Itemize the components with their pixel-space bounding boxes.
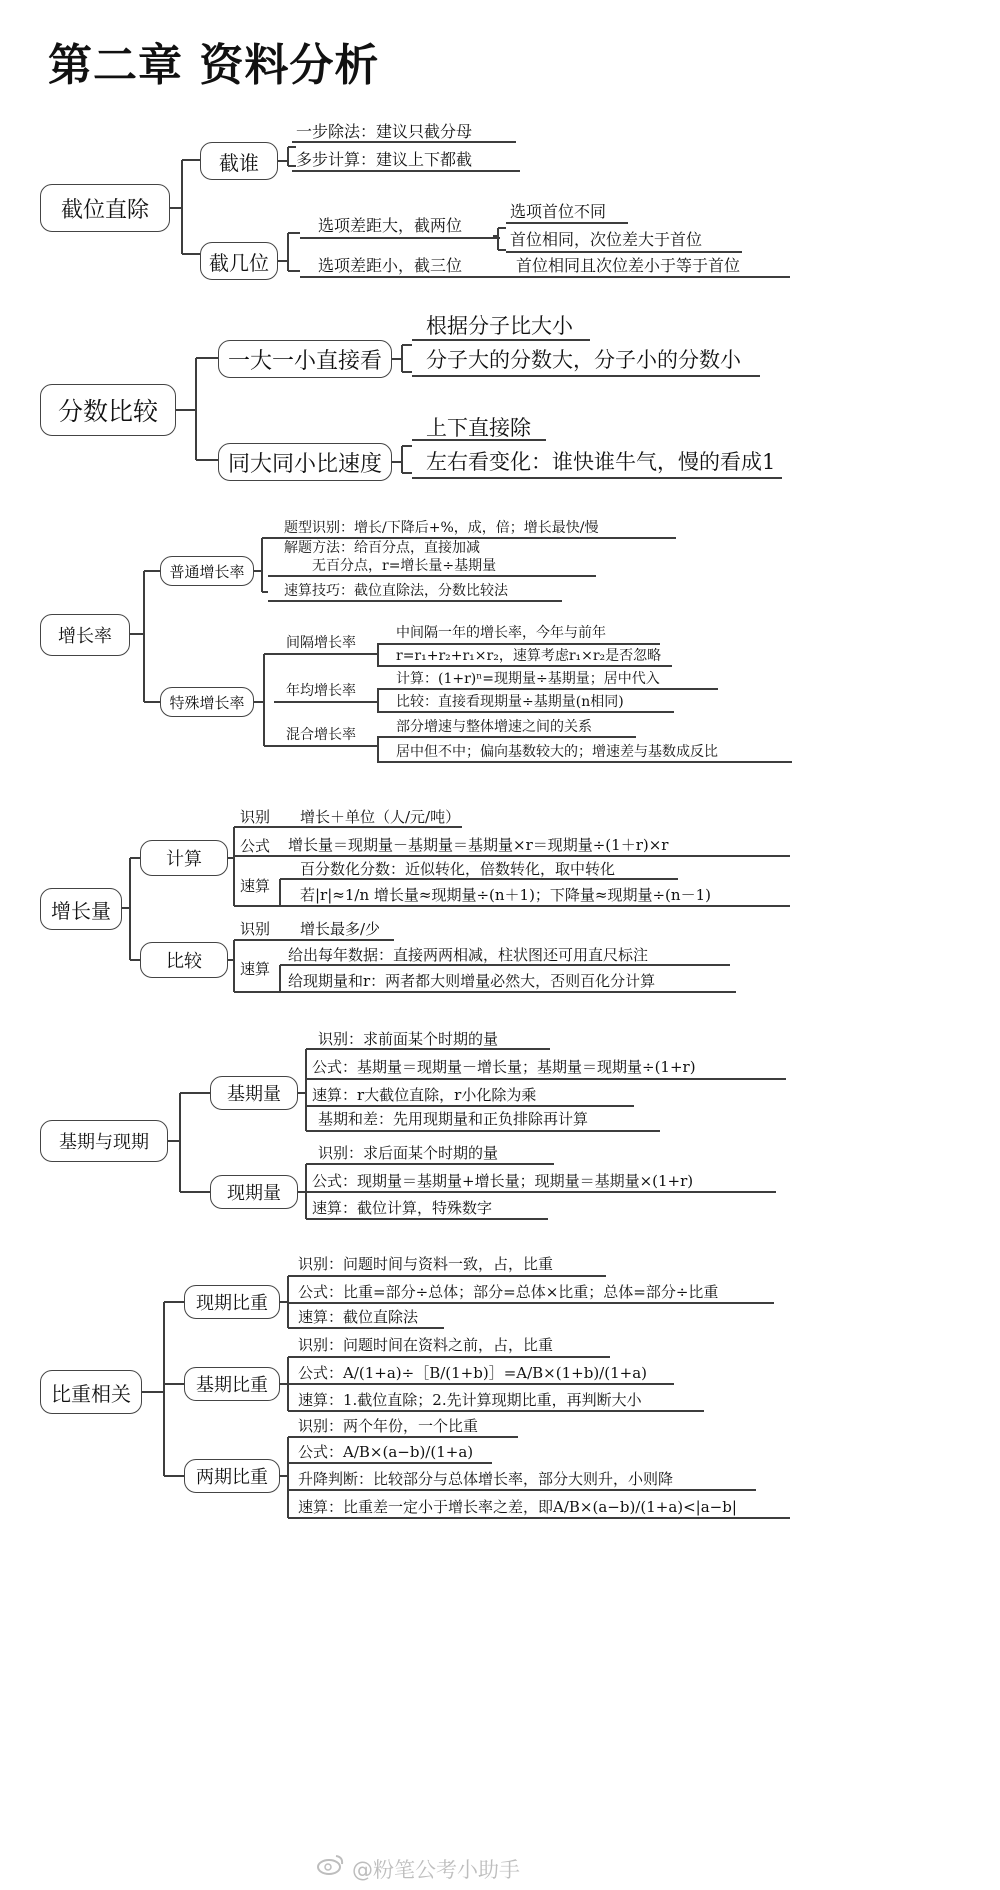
leaf-text: 根据分子比大小 <box>426 314 573 338</box>
leaf-text: 多步计算：建议上下都截 <box>296 150 473 169</box>
leaf-text: 公式：现期量＝基期量+增长量；现期量＝基期量×(1+r) <box>312 1172 694 1190</box>
branch-node-what-to-truncate: 截谁 <box>200 142 278 180</box>
root-node-fraction-compare: 分数比较 <box>40 384 176 436</box>
root-node-proportion: 比重相关 <box>40 1370 142 1414</box>
branch-node-two-period-proportion: 两期比重 <box>184 1459 280 1493</box>
root-node-growth-amount: 增长量 <box>40 888 122 930</box>
leaf-text: 计算：(1+r)ⁿ=现期量÷基期量；居中代入 <box>396 671 660 687</box>
leaf-text: 给现期量和r：两者都大则增量必然大，否则百化分计算 <box>288 972 656 990</box>
branch-node-current-quantity: 现期量 <box>210 1175 298 1209</box>
leaf-text: 分子大的分数大，分子小的分数小 <box>426 348 741 372</box>
sub-label: 混合增长率 <box>286 727 356 743</box>
field-label: 速算 <box>240 877 271 895</box>
leaf-text: 识别：问题时间在资料之前，占，比重 <box>298 1336 554 1354</box>
sub-label: 间隔增长率 <box>286 635 356 651</box>
branch-node-base-proportion: 基期比重 <box>184 1367 280 1401</box>
branch-node-how-many-digits: 截几位 <box>200 242 278 280</box>
branch-node-normal-growth-rate: 普通增长率 <box>160 556 254 586</box>
leaf-text: 速算：截位直除法 <box>298 1308 419 1326</box>
leaf-text: 首位相同且次位差小于等于首位 <box>516 256 741 275</box>
leaf-text: 升降判断：比较部分与总体增长率，部分大则升，小则降 <box>298 1470 674 1488</box>
leaf-text: 增长最多/少 <box>300 920 381 938</box>
leaf-text: 中间隔一年的增长率，今年与前年 <box>396 625 606 641</box>
watermark: @粉笔公考小助手 <box>352 1858 520 1882</box>
leaf-text: 识别：问题时间与资料一致，占，比重 <box>298 1255 554 1273</box>
field-label: 速算 <box>240 960 271 978</box>
leaf-text: 百分数化分数：近似转化，倍数转化，取中转化 <box>300 860 616 878</box>
branch-node-current-proportion: 现期比重 <box>184 1285 280 1319</box>
leaf-text: 公式：A/B×(a−b)/(1+a) <box>298 1443 474 1461</box>
weibo-logo-icon <box>316 1852 346 1876</box>
leaf-text: 速算技巧：截位直除法，分数比较法 <box>284 583 508 599</box>
leaf-text: r=r₁+r₂+r₁×r₂，速算考虑r₁×r₂是否忽略 <box>396 648 662 664</box>
page-title: 第二章 资料分析 <box>48 40 380 91</box>
leaf-text: 速算：1.截位直除；2.先计算现期比重，再判断大小 <box>298 1391 642 1409</box>
branch-node-same-trend-speed: 同大同小比速度 <box>218 443 392 481</box>
mid-text: 选项差距小，截三位 <box>318 256 463 275</box>
leaf-text: 增长量＝现期量－基期量＝基期量×r＝现期量÷(1＋r)×r <box>288 836 669 854</box>
leaf-text: 居中但不中；偏向基数较大的；增速差与基数成反比 <box>396 744 718 760</box>
leaf-text: 速算：截位计算，特殊数字 <box>312 1199 493 1217</box>
leaf-text: 公式：A/(1+a)÷［B/(1+b)］=A/B×(1+b)/(1+a) <box>298 1364 647 1382</box>
leaf-text: 比较：直接看现期量÷基期量(n相同) <box>396 694 624 710</box>
leaf-text: 解题方法：给百分点，直接加减 <box>284 540 480 556</box>
leaf-text: 速算：r大截位直除，r小化除为乘 <box>312 1086 537 1104</box>
leaf-text: 若|r|≈1/n 增长量≈现期量÷(n＋1)；下降量≈现期量÷(n－1) <box>300 886 711 904</box>
leaf-text: 速算：比重差一定小于增长率之差，即A/B×(a−b)/(1+a)<|a−b| <box>298 1498 737 1516</box>
branch-node-base-quantity: 基期量 <box>210 1076 298 1110</box>
leaf-text: 首位相同，次位差大于首位 <box>510 230 703 249</box>
branch-node-special-growth-rate: 特殊增长率 <box>160 687 254 717</box>
sub-label: 年均增长率 <box>286 683 356 699</box>
leaf-text: 识别：求前面某个时期的量 <box>318 1030 499 1048</box>
leaf-text: 公式：基期量＝现期量－增长量；基期量＝现期量÷(1+r) <box>312 1058 696 1076</box>
leaf-text: 给出每年数据：直接两两相减，柱状图还可用直尺标注 <box>288 946 649 964</box>
leaf-text: 左右看变化：谁快谁牛气，慢的看成1 <box>426 450 776 474</box>
mid-text: 选项差距大，截两位 <box>318 216 463 235</box>
field-label: 公式 <box>240 837 271 855</box>
leaf-text: 识别：两个年份，一个比重 <box>298 1417 479 1435</box>
leaf-text: 基期和差：先用现期量和正负排除再计算 <box>318 1110 589 1128</box>
leaf-text: 增长＋单位（人/元/吨） <box>300 808 461 826</box>
leaf-text: 选项首位不同 <box>510 202 607 221</box>
leaf-text: 上下直接除 <box>426 416 531 440</box>
root-node-base-and-current: 基期与现期 <box>40 1120 168 1162</box>
leaf-text: 无百分点，r=增长量÷基期量 <box>312 558 497 574</box>
root-node-truncation-division: 截位直除 <box>40 184 170 232</box>
leaf-text: 一步除法：建议只截分母 <box>296 122 473 141</box>
leaf-text: 题型识别：增长/下降后+%，成，倍；增长最快/慢 <box>284 520 599 536</box>
branch-node-one-big-one-small: 一大一小直接看 <box>218 340 392 378</box>
field-label: 识别 <box>240 808 271 826</box>
root-node-growth-rate: 增长率 <box>40 614 130 656</box>
branch-node-compare: 比较 <box>140 942 228 978</box>
leaf-text: 部分增速与整体增速之间的关系 <box>396 719 592 735</box>
field-label: 识别 <box>240 920 271 938</box>
branch-node-calculate: 计算 <box>140 840 228 876</box>
leaf-text: 公式：比重=部分÷总体；部分=总体×比重；总体=部分÷比重 <box>298 1283 719 1301</box>
leaf-text: 识别：求后面某个时期的量 <box>318 1144 499 1162</box>
